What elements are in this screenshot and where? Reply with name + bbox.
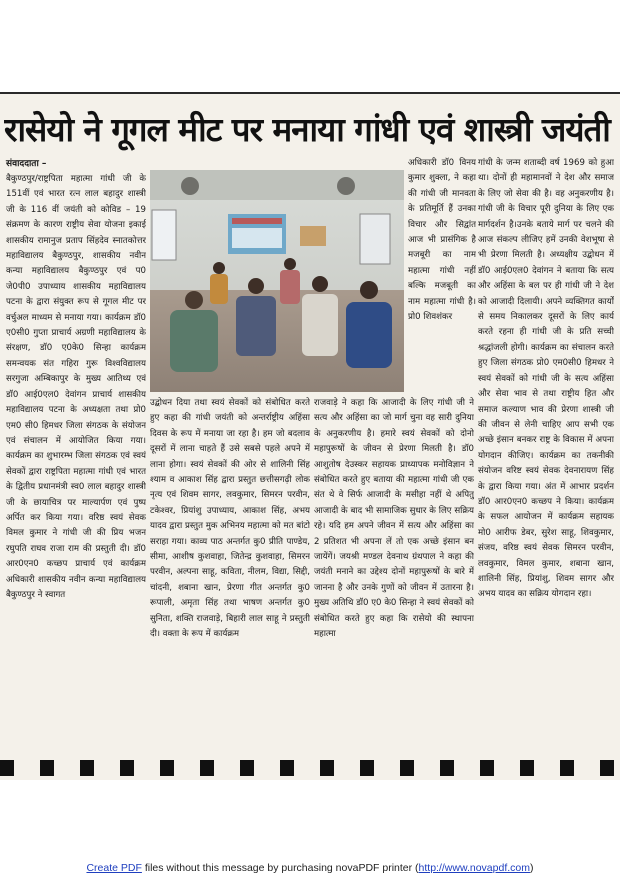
article-column-5: राजवाड़े ने कहा कि आजादी के लिए गांधी जी ने सत्य और अहिंसा का जो मार्ग चुना वह सारी दुनिया के अनुकरणीय है। हमारे स्वयं सेवकों को दोनो महापुरूषों के जीवन से प्रेरणा मिलती है। डॉ0 आशुतोष देउस्कर सहायक प्राध्यापक मनोविज्ञान ने संबोधित करते हुए बताया की महात्मा गांधी जी एक संत थे वे सिर्फ आजादी के मसीहा नहीं थे अपितु आजादी के बाद भी सामाजिक सुधार के लिए सक्रिय रहे। यदि हम अपने जीवन में सत्य और अहिंसा का 2 प्रतिशत भी अपना लें तो एक अच्छे इंसान बन जायेंगें। जयश्री मण्डल देवनाथ ग्रंथपाल ने कहा की जयंती मनाने का उद्देश्य दोनों महापुरूषों के बारे में जानना है और उनके गुणों को जीवन में उतारना है। मुख्य अतिथि डॉ0 ए0 के0 सिन्हा ने स्वयं सेवकों को संबोधित करते हुए कहा कि रासेयो की स्थापना महात्मा — [314, 398, 474, 640]
create-pdf-link[interactable]: Create PDF — [86, 862, 142, 874]
event-photo — [150, 170, 404, 392]
footer-text: files without this message by purchasing novaPDF printer ( — [141, 862, 419, 874]
article-column-4: उद्बोधन दिया तथा स्वयं सेवकों को संबोधित करते हुए कहा की गांधी जयंती को अन्तर्राष्ट्रीय अहिंसा दिवस के रूप में मनाया जा रहा है। हम जो बदलाव दूसरों में लाना चाहते हैं उसे सबसे पहले अपने में लाना होगा। स्वयं सेवकों की ओर से शालिनी सिंह श्याम व आकाश सिंह द्वारा प्रस्तुत छत्तीसगढ़ी लोक नृत्य एवं शिवम सागर, लवकुमार, सिमरन परवीन, टकेश्वर, प्रियांशु उपाध्याय, आकाश सिंह, अभय यादव द्वारा प्रस्तुत मुक अभिनय महात्मा को मत बांटो सराहा गया। काव्य पाठ अन्तर्गत कु0 प्रीति पाण्डेय, सीमा, आशीष कुशवाहा, जितेन्द्र कुशवाहा, सिमरन परवीन, अल्पना साहू, कविता, नीलम, विद्या, सिद्दी, चांदनी, शबाना खान, प्रेरणा गीत अन्तर्गत कु0 रूपाली, अमृता सिंह तथा भाषण अन्तर्गत कु0 सुनिता, शक्ति राजवाड़े, बिहारी लाल साहू ने प्रस्तुती दी। वक्ता के रूप में कार्यक्रम — [150, 398, 310, 640]
footer-end: ) — [530, 862, 534, 874]
newspaper-clipping — [0, 92, 620, 780]
article-column-2-top: अधिकारी डॉ0 विनय कुमार शुक्ला, ने कहा की गांधी जी मानवता के प्रतिमूर्ति हैं उनका विचार और सिद्वांत आज भी प्रासंगिक है मजबूरी का नाम महात्मा गांधी नहीं बल्कि मजबूती का नाम महात्मा गांधी है। प्रो0 शिवशंकर — [408, 158, 476, 323]
novapdf-url-link[interactable]: http://www.novapdf.com — [418, 862, 531, 874]
pdf-footer-note — [0, 862, 620, 874]
article-column-3: गांधी के जन्म शताब्दी वर्ष 1969 को हुआ था। दोनों ही महामानवों ने देश और समाज के लिए जो सेवा की है। वह अनुकरणीय है। गांधी जी के विचार पूरी दुनिया के लिए एक मार्गदर्शन है।उनके बताये मार्ग पर चलने की आज संकल्प लीजिए हमें उनकी वेशभूषा से भी प्रेरणा मिलती है। अध्यक्षीय उद्बोधन में डॉ0 आई0एल0 देवांगन ने बताया कि सत्य और अहिंसा के बल पर ही गांधी जी ने देश को आजादी दिलायी। अपने व्यक्तिगत कार्यों से समय निकालकर दूसरों के लिए कार्य करते रहना ही गांधी जी के प्रति सच्ची श्रद्धांजली होगी। कार्यक्रम का संचालन करते हुए जिला संगठक प्रो0 एम0सी0 हिमधर ने स्वयं सेवकों को गांधी जी के सत्य अहिंसा और सेवा भाव से तथा राष्ट्रीय हित और समाज कल्याण भाव की प्रेरणा शास्त्री जी की जीवन से लेनी चाहिए आप सभी एक अच्छे इंसान बनकर राष्ट्र के विकास में अपना योगदान कीजिए। कार्यक्रम का तकनीकी संयोजन वरिष्ट स्वयं सेवक देवनारायण सिंह के द्वारा किया गया। अंत में आभार प्रदर्शन डॉ0 आर0एन0 कच्छप ने किया। कार्यक्रम के सफल आयोजन में कार्यक्रम सहायक मो0 आरीफ डेबर, सुरेश साहू, शिवकुमार, संजय, वरिष्ठ स्वयं सेवक सिमरन परवीन, लवकुमार, विमल कुमार, शबाना खान, शालिनी सिंह, प्रियांशु, शिवम सागर और अभय यादव का सक्रिय योगदान रहा। — [478, 158, 614, 600]
event-photo-illustration — [150, 170, 404, 392]
cropped-bottom-strip — [0, 760, 620, 776]
top-rule — [0, 92, 620, 94]
article-headline: रासेयो ने गूगल मीट पर मनाया गांधी एवं शास्त्री जयंती — [4, 110, 610, 149]
article-column-1: बैकुण्ठपुर/राष्ट्रपिता महात्मा गांधी जी के 151वीं एवं भारत रत्न लाल बहादुर शास्त्री जी के 116 वीं जयंती को कोविड – 19 संक्रमण के कारण राष्ट्रीय सेवा योजना इकाई शासकीय रामानुज प्रताप सिंहदेव स्नातकोत्तर महाविद्यालय बैकुण्ठपुर, शासकीय नवीन कन्या महाविद्यालय बैकुण्ठपुर एवं प0 जे0पी0 उपाध्याय शासकीय महाविद्यालय पटना के द्वारा संयुक्त रूप से गूगल मीट पर वर्चुअल माध्यम से मनाया गया। कार्यक्रम डॉ0 ए0सी0 गुप्ता प्राचार्य अग्रणी महाविद्यालय के संरक्षण, डॉ0 ए0के0 सिन्हा कार्यक्रम समन्वयक संत गहिरा गुरू विश्वविद्यालय सरगुजा अम्बिकापुर के मुख्य आतिथ्य एवं डॉ0 आई0एल0 देवांगन प्राचार्य शासकीय महाविद्यालय पटना के अध्यक्षता तथा प्रो0 एम0 सी0 हिमधर जिला संगठक के संयोजन एवं संचालन में आयोजित किया गया। कार्यक्रम का शुभारम्भ जिला संगठक एवं स्वयं सेवकों द्वारा राष्ट्रपिता महात्मा गांधी एवं भारत के द्वितीय प्रधानमंत्री स्व0 लाल बहादुर शास्त्री जी के छायाचित्र पर माल्यार्पण एवं पुष्प अर्पित कर किया गया। वरिष्ठ स्वयं सेवक विमल कुमार ने गांधी जी की प्रिय भजन रघुपति राघव राजा राम की प्रस्तुती दी। डॉ0 आर0एन0 कच्छप प्राचार्य एवं कार्यक्रम अधिकारी शासकीय नवीन कन्या महाविद्यालय बैकुण्ठपुर ने स्वागत — [6, 174, 146, 600]
byline: संवाददाता – — [6, 159, 47, 169]
